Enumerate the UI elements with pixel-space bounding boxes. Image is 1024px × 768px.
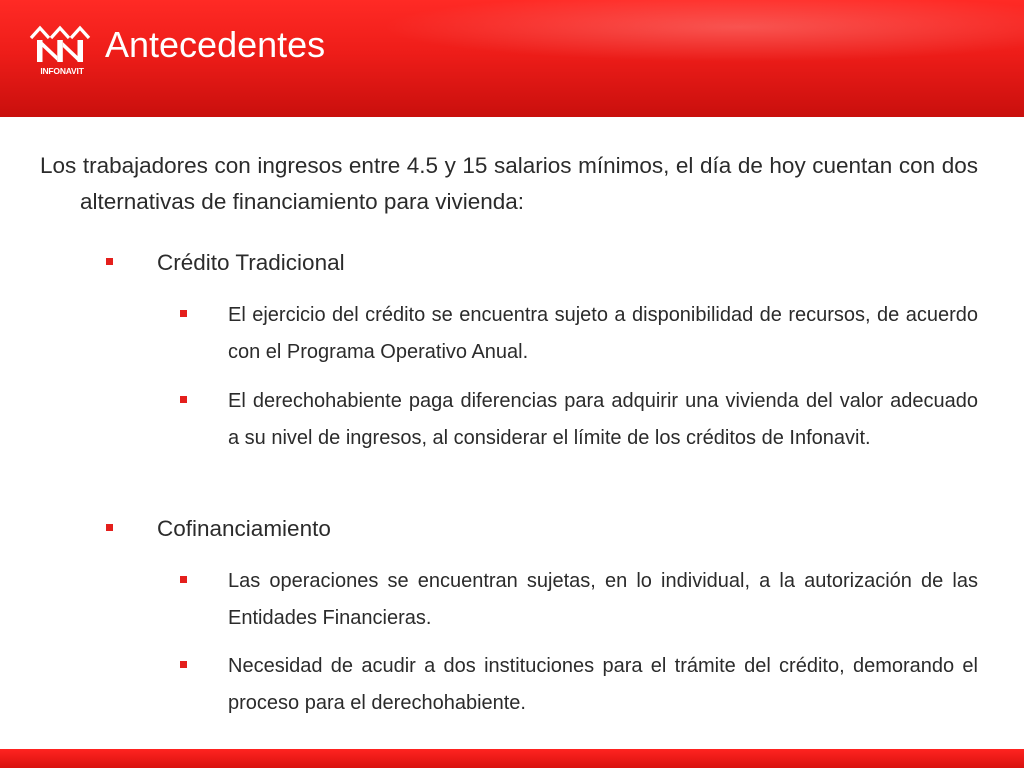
square-bullet-icon (180, 661, 187, 668)
square-bullet-icon (106, 524, 113, 531)
list-item: Las operaciones se encuentran sujetas, en lo individual, a la autorización de las Entidades Financieras. (228, 570, 978, 629)
section-label: Cofinanciamiento (157, 516, 331, 541)
slide-title: Antecedentes (105, 24, 326, 65)
square-bullet-icon (180, 576, 187, 583)
square-bullet-icon (180, 310, 187, 317)
square-bullet-icon (106, 258, 113, 265)
infonavit-logo (29, 24, 95, 74)
house-roof-icon (29, 24, 95, 68)
footer-bar (0, 749, 1024, 768)
list-item: Necesidad de acudir a dos instituciones para el trámite del crédito, demorando el proceso para el derechohabiente. (228, 655, 978, 714)
slide-header (0, 0, 1024, 117)
intro-paragraph: Los trabajadores con ingresos entre 4.5 y 15 salarios mínimos, el día de hoy cuentan con dos alternativas de financiamiento para vivienda: (40, 153, 978, 214)
header-sheen (380, 0, 1024, 62)
list-item: El derechohabiente paga diferencias para adquirir una vivienda del valor adecuado a su nivel de ingresos, al considerar el límite de los créditos de Infonavit. (228, 390, 978, 449)
section-label: Crédito Tradicional (157, 250, 345, 275)
logo-wordmark: INFONAVIT (40, 66, 84, 76)
list-item: El ejercicio del crédito se encuentra sujeto a disponibilidad de recursos, de acuerdo con el Programa Operativo Anual. (228, 304, 978, 363)
square-bullet-icon (180, 396, 187, 403)
